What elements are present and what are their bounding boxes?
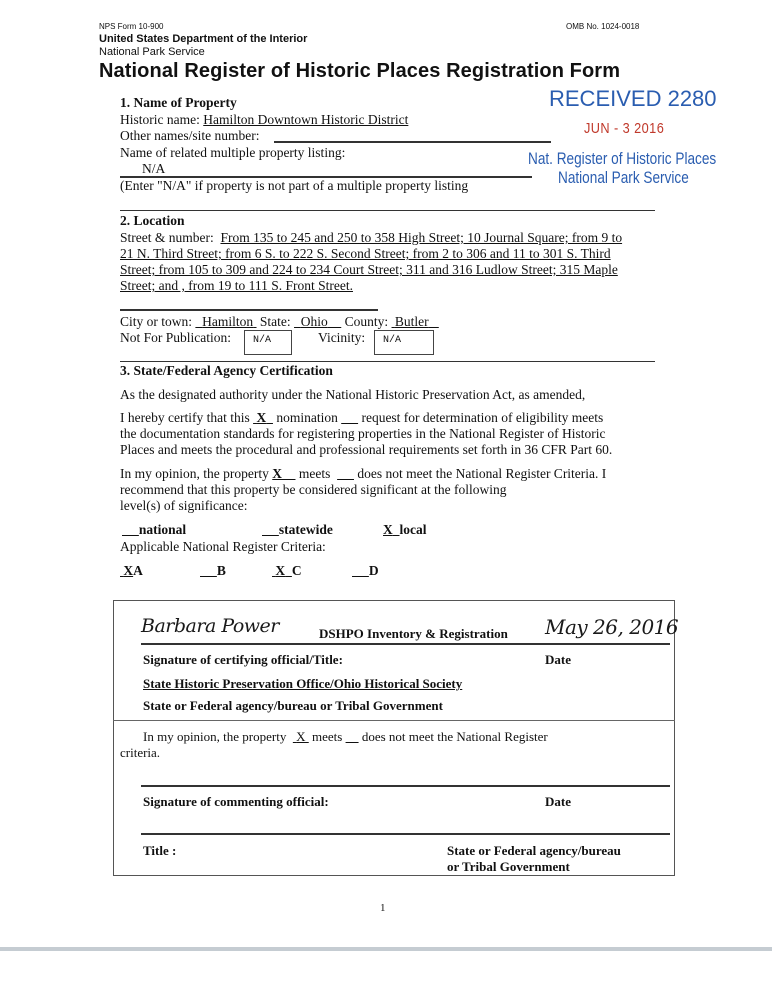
city-label: City or town: — [120, 314, 193, 329]
box-divider — [113, 720, 675, 721]
level-statewide[interactable]: statewide — [278, 522, 333, 537]
received-stamp: RECEIVED 2280 — [549, 86, 717, 111]
historic-name-row — [120, 112, 408, 128]
level-national[interactable]: national — [138, 522, 187, 537]
date-label: Date — [545, 652, 571, 667]
section-2-divider — [120, 210, 655, 211]
nfp-label: Not For Publication: — [120, 330, 231, 345]
page-number: 1 — [380, 902, 386, 914]
meets-mark[interactable]: X — [272, 466, 282, 481]
not-for-publication-field[interactable]: N/A — [244, 330, 292, 355]
department: United States Department of the Interior — [99, 33, 308, 45]
nomination-mark[interactable]: X — [256, 410, 267, 425]
signed-date[interactable]: May 26, 2016 — [545, 615, 679, 639]
street-line[interactable]: Street; and , from 19 to 111 S. Front Street. — [120, 278, 353, 293]
cert-intro: As the designated authority under the National Historic Preservation Act, as amended, — [120, 387, 586, 402]
other-names-field[interactable] — [274, 141, 551, 143]
agency-label-2-line-1: State or Federal agency/bureau — [447, 843, 621, 858]
office-name: State Historic Preservation Office/Ohio Historical Society — [143, 676, 463, 691]
comment-opinion-row: In my opinion, the property X meets does not meet the National Register — [143, 729, 548, 744]
omb-number: OMB No. 1024-0018 — [566, 22, 640, 31]
related-listing-value[interactable]: N/A — [142, 161, 166, 176]
street-line[interactable]: 21 N. Third Street; from 6 S. to 222 S. Second Street; from 2 to 306 and 11 to 301 S. Third — [120, 246, 611, 261]
comment-not-meets-mark[interactable] — [346, 729, 359, 744]
page-title: National Register of Historic Places Registration Form — [99, 60, 621, 82]
opinion-line-3: level(s) of significance: — [120, 498, 248, 513]
signature-line — [141, 643, 670, 645]
historic-name-label: Historic name: — [120, 112, 200, 127]
vicinity-field[interactable]: N/A — [374, 330, 434, 355]
comment-line-2: criteria. — [120, 745, 161, 760]
criteria-b[interactable]: B — [216, 563, 226, 578]
stamp-line-1: Nat. Register of Historic Places — [528, 149, 717, 168]
county-label: County: — [344, 314, 389, 329]
criteria-label: Applicable National Register Criteria: — [120, 539, 326, 554]
related-listing-label: Name of related multiple property listing: — [120, 145, 346, 160]
criteria-c[interactable]: X C — [275, 563, 302, 578]
street-underline — [120, 309, 378, 311]
not-meets-mark[interactable] — [337, 466, 354, 481]
state-field[interactable]: Ohio — [300, 314, 328, 329]
criteria-d[interactable]: D — [368, 563, 379, 578]
title-label: Title : — [143, 843, 177, 858]
county-field[interactable]: Butler — [394, 314, 429, 329]
opinion-row: In my opinion, the property X meets does not meet the National Register Criteria. I — [120, 466, 607, 481]
street-line[interactable]: Street; from 105 to 309 and 224 to 234 Court Street; 311 and 316 Ludlow Street; 315 Maple — [120, 262, 618, 277]
request-mark[interactable] — [341, 410, 358, 425]
section-2-heading: 2. Location — [120, 213, 185, 228]
city-field[interactable]: Hamilton — [202, 314, 254, 329]
criteria-a[interactable]: XA — [123, 563, 143, 578]
agency-label: State or Federal agency/bureau or Tribal Government — [143, 698, 443, 713]
level-local[interactable]: X local — [383, 522, 427, 537]
opinion-line-2: recommend that this property be considered significant at the following — [120, 482, 507, 497]
street-line[interactable]: From 135 to 245 and 250 to 358 High Street; 10 Journal Square; from 9 to — [220, 230, 623, 245]
commenting-date-label: Date — [545, 794, 571, 809]
received-date-stamp: JUN - 3 2016 — [584, 120, 665, 137]
section-3-heading: 3. State/Federal Agency Certification — [120, 363, 333, 378]
commenting-sig-label: Signature of commenting official: — [143, 794, 329, 809]
street-label: Street & number: — [120, 230, 214, 245]
agency-label-2-line-2: or Tribal Government — [447, 859, 570, 874]
related-listing-note: (Enter "N/A" if property is not part of a multiple property listing — [120, 178, 469, 193]
street-row-1 — [120, 230, 622, 246]
commenting-signature-line[interactable] — [141, 785, 670, 787]
section-3-divider — [120, 361, 655, 362]
stamp-line-2: National Park Service — [558, 168, 689, 187]
comment-meets-mark[interactable]: X — [296, 729, 306, 744]
title-line[interactable] — [141, 833, 670, 835]
city-state-county-row — [120, 314, 439, 330]
sig-label: Signature of certifying official/Title: — [143, 652, 343, 667]
certify-line-2: the documentation standards for registering properties in the National Register of Historic — [120, 426, 606, 441]
section-1-heading: 1. Name of Property — [120, 95, 237, 110]
vicinity-label: Vicinity: — [318, 330, 366, 345]
historic-name-field[interactable]: Hamilton Downtown Historic District — [203, 112, 409, 127]
form-number: NPS Form 10-900 — [99, 22, 164, 31]
certify-row: I hereby certify that this X nomination request for determination of eligibility meets — [120, 410, 604, 425]
signer-title: DSHPO Inventory & Registration — [319, 626, 508, 641]
page-separator — [0, 947, 772, 951]
agency: National Park Service — [99, 46, 205, 58]
state-label: State: — [259, 314, 291, 329]
other-names-label: Other names/site number: — [120, 128, 260, 143]
certifying-signature[interactable]: Barbara Power — [141, 615, 279, 637]
certify-line-3: Places and meets the procedural and professional requirements set forth in 36 CFR Part 60. — [120, 442, 613, 457]
